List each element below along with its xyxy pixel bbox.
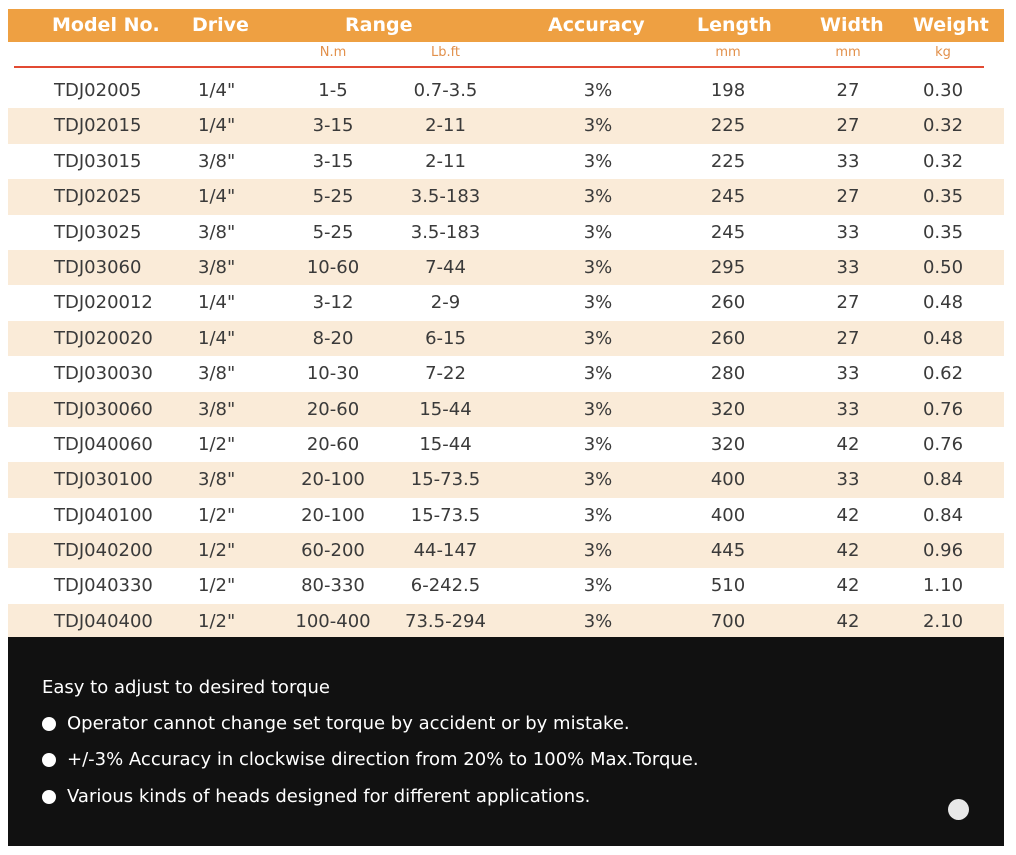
unit-weight: kg <box>935 45 951 60</box>
table-row <box>8 604 1004 639</box>
cell-length: 700 <box>710 610 746 632</box>
cell-weight: 0.76 <box>922 398 964 420</box>
cell-weight: 0.35 <box>922 186 964 208</box>
cell-drive: 1/2" <box>198 540 236 562</box>
cell-length: 400 <box>710 469 746 491</box>
header-divider <box>14 66 984 68</box>
table-row <box>8 462 1004 497</box>
cell-model: TDJ040060 <box>54 433 153 455</box>
cell-weight: 0.30 <box>922 80 964 101</box>
cell-range-nm: 20-100 <box>301 504 365 526</box>
cell-width: 33 <box>836 398 860 420</box>
feature-item <box>42 713 630 734</box>
cell-range-nm: 3-15 <box>312 115 354 137</box>
cell-range-nm: 5-25 <box>312 186 354 208</box>
cell-width: 33 <box>836 363 860 385</box>
cell-model: TDJ030030 <box>54 363 153 385</box>
unit-nm: N.m <box>319 45 347 60</box>
table-row <box>8 392 1004 427</box>
cell-weight: 0.32 <box>922 115 964 137</box>
cell-width: 27 <box>836 186 860 208</box>
cell-model: TDJ03025 <box>54 221 142 243</box>
header-length: Length <box>697 14 772 36</box>
cell-range-lbft: 2-11 <box>425 115 466 137</box>
cell-accuracy: 3% <box>583 504 613 526</box>
cell-length: 445 <box>710 540 746 562</box>
cell-range-nm: 1-5 <box>318 80 348 101</box>
table-row <box>8 108 1004 143</box>
cell-model: TDJ02005 <box>54 80 142 101</box>
cell-width: 27 <box>836 292 860 314</box>
cell-model: TDJ02015 <box>54 115 142 137</box>
cell-model: TDJ030100 <box>54 469 153 491</box>
cell-length: 295 <box>710 256 746 278</box>
cell-drive: 1/2" <box>198 433 236 455</box>
cell-range-lbft: 15-73.5 <box>410 504 481 526</box>
cell-drive: 1/2" <box>198 575 236 597</box>
cell-range-nm: 3-15 <box>312 150 354 172</box>
feature-item <box>42 786 590 807</box>
cell-weight: 0.62 <box>922 363 964 385</box>
cell-weight: 0.84 <box>922 504 964 526</box>
cell-range-nm: 60-200 <box>301 540 365 562</box>
cell-range-lbft: 15-44 <box>419 398 472 420</box>
cell-length: 225 <box>710 150 746 172</box>
header-drive: Drive <box>192 14 249 36</box>
bullet-dot-icon <box>42 753 56 767</box>
cell-weight: 2.10 <box>922 610 964 632</box>
cell-width: 42 <box>836 504 860 526</box>
cell-range-lbft: 3.5-183 <box>410 221 481 243</box>
feature-text: Various kinds of heads designed for different applications. <box>67 786 591 807</box>
table-row <box>8 427 1004 462</box>
cell-accuracy: 3% <box>583 398 613 420</box>
cell-model: TDJ040330 <box>54 575 153 597</box>
cell-accuracy: 3% <box>583 115 613 137</box>
cell-drive: 1/4" <box>198 186 236 208</box>
cell-range-nm: 100-400 <box>295 610 371 632</box>
cell-accuracy: 3% <box>583 575 613 597</box>
header-accuracy: Accuracy <box>548 14 645 36</box>
cell-drive: 3/8" <box>198 221 236 243</box>
cell-length: 245 <box>710 221 746 243</box>
cell-range-lbft: 7-22 <box>425 363 466 385</box>
bullet-dot-icon <box>42 790 56 804</box>
cell-accuracy: 3% <box>583 150 613 172</box>
cell-range-lbft: 44-147 <box>413 540 478 562</box>
cell-length: 320 <box>710 398 746 420</box>
cell-accuracy: 3% <box>583 610 613 632</box>
features-panel <box>8 637 1004 846</box>
cell-width: 33 <box>836 256 860 278</box>
spec-table <box>8 9 1004 632</box>
cell-weight: 1.10 <box>922 575 964 597</box>
table-row <box>8 568 1004 603</box>
table-header <box>8 9 1004 42</box>
cell-range-nm: 20-60 <box>306 398 360 420</box>
table-row <box>8 179 1004 214</box>
cell-length: 245 <box>710 186 746 208</box>
cell-width: 27 <box>836 327 860 349</box>
cell-drive: 1/2" <box>198 504 236 526</box>
cell-model: TDJ03060 <box>54 256 142 278</box>
cell-accuracy: 3% <box>583 292 613 314</box>
cell-model: TDJ03015 <box>54 150 142 172</box>
circle-icon <box>948 799 969 820</box>
table-row <box>8 285 1004 320</box>
bullet-dot-icon <box>42 717 56 731</box>
unit-width: mm <box>835 45 861 60</box>
cell-width: 42 <box>836 540 860 562</box>
cell-drive: 1/4" <box>198 115 236 137</box>
cell-range-nm: 10-30 <box>306 363 360 385</box>
table-row <box>8 533 1004 568</box>
cell-range-nm: 80-330 <box>301 575 365 597</box>
cell-range-nm: 5-25 <box>312 221 354 243</box>
cell-weight: 0.76 <box>922 433 964 455</box>
cell-accuracy: 3% <box>583 221 613 243</box>
unit-lbft: Lb.ft <box>430 45 461 60</box>
cell-model: TDJ040100 <box>54 504 153 526</box>
table-row <box>8 356 1004 391</box>
cell-range-nm: 20-100 <box>301 469 365 491</box>
cell-width: 27 <box>836 80 860 101</box>
cell-accuracy: 3% <box>583 80 613 101</box>
cell-model: TDJ02025 <box>54 186 142 208</box>
header-width: Width <box>820 14 884 36</box>
cell-range-lbft: 2-11 <box>425 150 466 172</box>
cell-width: 33 <box>836 221 860 243</box>
header-model: Model No. <box>52 14 160 36</box>
cell-weight: 0.50 <box>922 256 964 278</box>
feature-text: Operator cannot change set torque by accident or by mistake. <box>67 713 630 734</box>
cell-range-lbft: 6-242.5 <box>410 575 481 597</box>
cell-drive: 1/4" <box>198 80 236 101</box>
cell-width: 42 <box>836 433 860 455</box>
cell-length: 400 <box>710 504 746 526</box>
cell-weight: 0.84 <box>922 469 964 491</box>
cell-width: 33 <box>836 150 860 172</box>
cell-drive: 3/8" <box>198 469 236 491</box>
cell-accuracy: 3% <box>583 363 613 385</box>
cell-length: 260 <box>710 292 746 314</box>
cell-range-lbft: 15-44 <box>419 433 472 455</box>
cell-accuracy: 3% <box>583 256 613 278</box>
cell-range-lbft: 73.5-294 <box>405 610 486 632</box>
cell-length: 280 <box>710 363 746 385</box>
cell-range-nm: 10-60 <box>306 256 360 278</box>
cell-weight: 0.48 <box>922 327 964 349</box>
cell-range-lbft: 3.5-183 <box>410 186 481 208</box>
cell-accuracy: 3% <box>583 469 613 491</box>
cell-range-lbft: 0.7-3.5 <box>413 80 478 101</box>
cell-range-lbft: 15-73.5 <box>410 469 481 491</box>
header-range: Range <box>345 14 413 36</box>
cell-width: 27 <box>836 115 860 137</box>
cell-weight: 0.35 <box>922 221 964 243</box>
cell-accuracy: 3% <box>583 433 613 455</box>
table-row <box>8 73 1004 108</box>
cell-weight: 0.32 <box>922 150 964 172</box>
cell-model: TDJ040200 <box>54 540 153 562</box>
unit-row <box>8 42 1004 66</box>
cell-length: 225 <box>710 115 746 137</box>
cell-drive: 1/4" <box>198 327 236 349</box>
cell-drive: 3/8" <box>198 398 236 420</box>
cell-length: 510 <box>710 575 746 597</box>
cell-length: 320 <box>710 433 746 455</box>
features-title: Easy to adjust to desired torque <box>42 677 330 698</box>
cell-model: TDJ040400 <box>54 610 153 632</box>
cell-range-nm: 8-20 <box>312 327 354 349</box>
cell-model: TDJ030060 <box>54 398 153 420</box>
cell-length: 260 <box>710 327 746 349</box>
cell-accuracy: 3% <box>583 327 613 349</box>
cell-weight: 0.48 <box>922 292 964 314</box>
cell-weight: 0.96 <box>922 540 964 562</box>
table-row <box>8 498 1004 533</box>
table-body <box>8 73 1004 639</box>
cell-model: TDJ020012 <box>54 292 153 314</box>
cell-accuracy: 3% <box>583 540 613 562</box>
cell-range-nm: 20-60 <box>306 433 360 455</box>
feature-text: +/-3% Accuracy in clockwise direction from 20% to 100% Max.Torque. <box>67 749 699 770</box>
cell-model: TDJ020020 <box>54 327 153 349</box>
cell-range-lbft: 7-44 <box>425 256 466 278</box>
header-weight: Weight <box>913 14 989 36</box>
cell-accuracy: 3% <box>583 186 613 208</box>
cell-drive: 3/8" <box>198 150 236 172</box>
cell-width: 42 <box>836 575 860 597</box>
feature-item <box>42 749 699 770</box>
table-row <box>8 250 1004 285</box>
cell-drive: 3/8" <box>198 256 236 278</box>
cell-drive: 1/2" <box>198 610 236 632</box>
cell-range-nm: 3-12 <box>312 292 354 314</box>
cell-width: 42 <box>836 610 860 632</box>
cell-range-lbft: 2-9 <box>430 292 461 314</box>
cell-drive: 3/8" <box>198 363 236 385</box>
cell-length: 198 <box>710 80 746 101</box>
table-row <box>8 321 1004 356</box>
table-row <box>8 144 1004 179</box>
cell-width: 33 <box>836 469 860 491</box>
table-row <box>8 215 1004 250</box>
cell-drive: 1/4" <box>198 292 236 314</box>
unit-length: mm <box>715 45 741 60</box>
cell-range-lbft: 6-15 <box>425 327 466 349</box>
